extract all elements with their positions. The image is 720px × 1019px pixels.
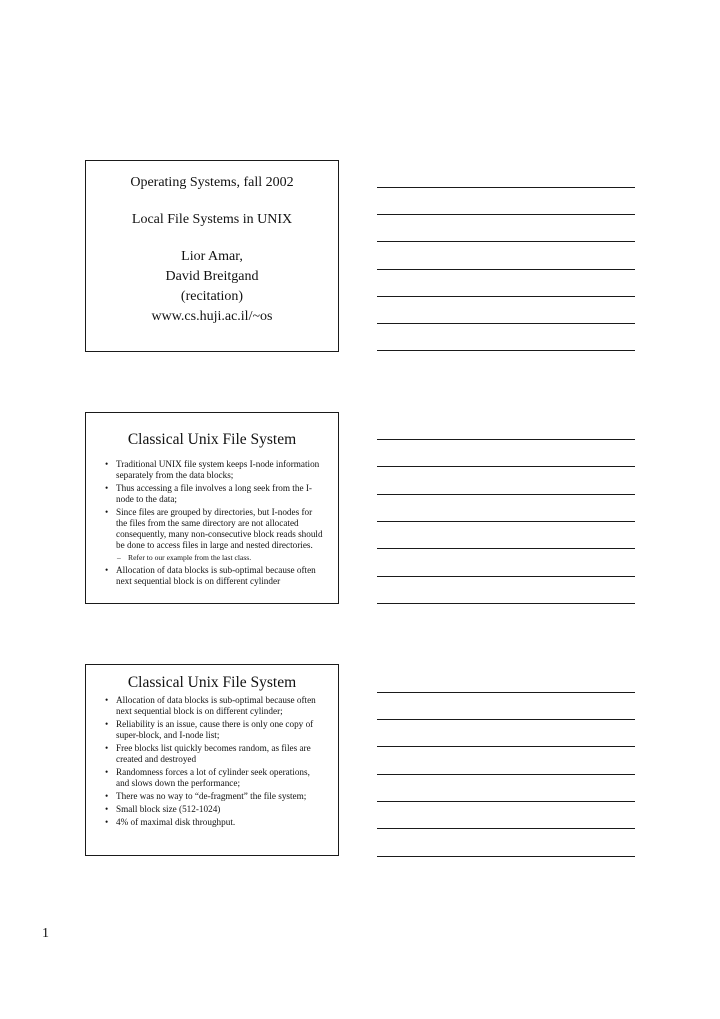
bullet-item [105,767,324,789]
bullet-list [86,695,338,828]
bullet-icon: • [105,804,109,814]
sub-bullet-item [116,553,324,563]
notes-line [377,856,635,857]
bullet-text: Randomness forces a lot of cylinder seek operations, and slows down the performance; [116,767,310,788]
spacer [86,193,338,210]
page-number: 1 [42,926,49,941]
notes-line [377,269,635,270]
notes-line [377,746,635,747]
author-1: Lior Amar, [181,249,243,264]
dash-icon: – [117,553,121,562]
slide-3 [85,664,339,856]
bullet-icon: • [105,695,109,705]
bullet-icon: • [105,791,109,801]
slide-heading: Classical Unix File System [127,431,297,448]
bullet-list [86,459,338,587]
bullet-text: Thus accessing a file involves a long seek from the I-node to the data; [116,483,312,504]
notes-line [377,439,635,440]
notes-line [377,719,635,720]
notes-line [377,323,635,324]
notes-line [377,521,635,522]
bullet-item [105,804,324,815]
bullet-icon: • [105,565,109,575]
bullet-text: Traditional UNIX file system keeps I-node information separately from the data blocks; [116,459,320,480]
bullet-icon: • [105,817,109,827]
notes-line [377,187,635,188]
bullet-icon: • [105,507,109,517]
bullet-text: Free blocks list quickly becomes random, as files are created and destroyed [116,743,311,764]
author-role: (recitation) [180,289,244,304]
bullet-item [105,565,324,587]
spacer [86,230,338,247]
slide-1 [85,160,339,352]
notes-line [377,774,635,775]
notes-line [377,692,635,693]
slide-heading: Classical Unix File System [127,674,297,691]
bullet-text: There was no way to “de-fragment” the file system; [116,791,307,801]
bullet-icon: • [105,719,109,729]
notes-line [377,350,635,351]
bullet-text: Allocation of data blocks is sub-optimal because often next sequential block is on different cylinder; [116,695,316,716]
bullet-icon: • [105,743,109,753]
bullet-icon: • [105,767,109,777]
notes-line [377,494,635,495]
bullet-item [105,743,324,765]
bullet-icon: • [105,459,109,469]
notes-line [377,241,635,242]
notes-line [377,548,635,549]
bullet-text: Reliability is an issue, cause there is only one copy of super-block, and I-node list; [116,719,314,740]
bullet-item [105,791,324,802]
notes-line [377,576,635,577]
bullet-item [105,483,324,505]
bullet-text: Allocation of data blocks is sub-optimal because often next sequential block is on different cylinder [116,565,316,586]
bullet-item [105,695,324,717]
bullet-icon: • [105,483,109,493]
bullet-text: Refer to our example from the last class. [128,553,252,562]
bullet-item [105,817,324,828]
bullet-item [105,459,324,481]
bullet-item [105,719,324,741]
notes-line [377,828,635,829]
notes-line [377,296,635,297]
course-title: Operating Systems, fall 2002 [130,175,294,190]
slide-2 [85,412,339,604]
bullet-item [105,507,324,551]
notes-line [377,801,635,802]
bullet-text: Since files are grouped by directories, but I-nodes for the files from the same directory are not allocated consequently, many non-consecutive block reads should be done to access files in large and nested directories. [116,507,323,550]
notes-line [377,466,635,467]
notes-line [377,603,635,604]
author-2: David Breitgand [165,269,259,284]
course-url: www.cs.huji.ac.il/~os [151,309,273,324]
notes-line [377,214,635,215]
bullet-text: 4% of maximal disk throughput. [116,817,236,827]
lecture-title: Local File Systems in UNIX [131,212,293,227]
bullet-text: Small block size (512-1024) [116,804,221,814]
